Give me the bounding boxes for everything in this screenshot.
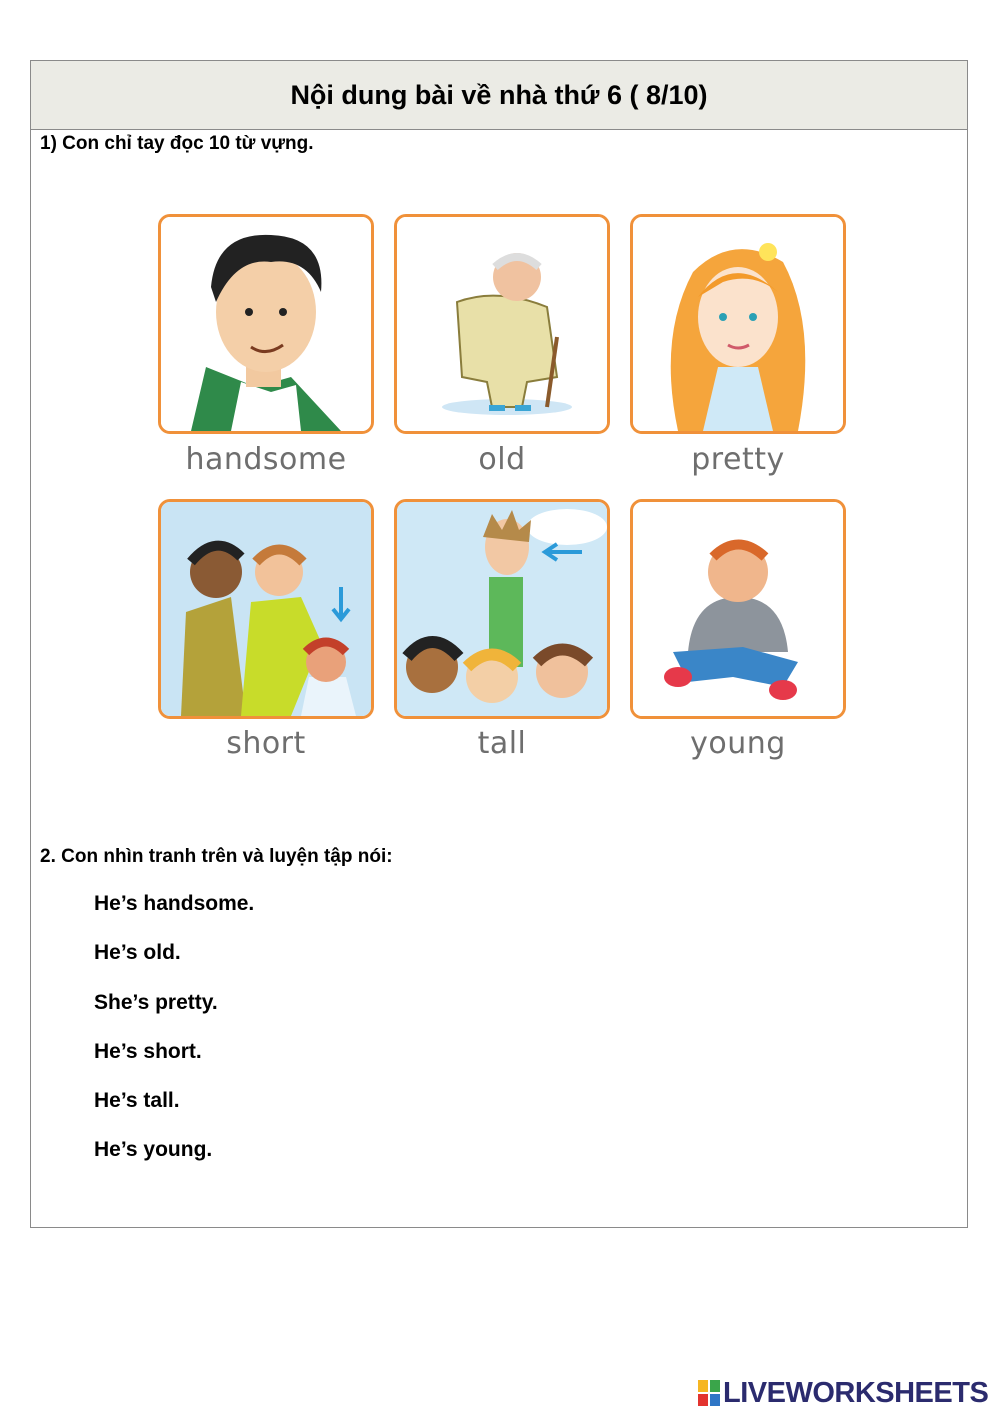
sentence-item: He’s tall. [94,1089,180,1113]
liveworksheets-logo[interactable] [698,1377,988,1409]
vocabulary-grid [158,214,846,774]
speaking-sentences [94,889,254,1185]
task-2-instruction: 2. Con nhìn tranh trên và luyện tập nói: [40,846,393,867]
sentence-item: He’s young. [94,1138,213,1162]
sentence-item: He’s short. [94,1039,202,1063]
worksheet [30,60,968,1228]
sentence-item: He’s old. [94,941,181,965]
vocab-pretty: pretty [691,442,785,477]
young-picture [630,499,846,719]
vocab-old: old [478,442,526,477]
old-picture [394,214,610,434]
tall-picture [394,499,610,719]
pretty-picture [630,214,846,434]
sentence-item: He’s handsome. [94,892,255,915]
vocab-tall: tall [477,726,527,761]
vocab-short: short [226,726,306,761]
handsome-picture [158,214,374,434]
sentence-item: She’s pretty. [94,990,218,1014]
task-1-instruction: 1) Con chỉ tay đọc 10 từ vựng. [40,133,314,154]
short-picture [158,499,374,719]
liveworksheets-logo-text: LIVEWORKSHEETS [723,1376,989,1409]
worksheet-title: Nội dung bài về nhà thứ 6 ( 8/10) [31,61,967,130]
vocab-young: young [690,726,786,761]
vocab-handsome: handsome [185,442,347,477]
liveworksheets-logo-icon [698,1380,720,1406]
